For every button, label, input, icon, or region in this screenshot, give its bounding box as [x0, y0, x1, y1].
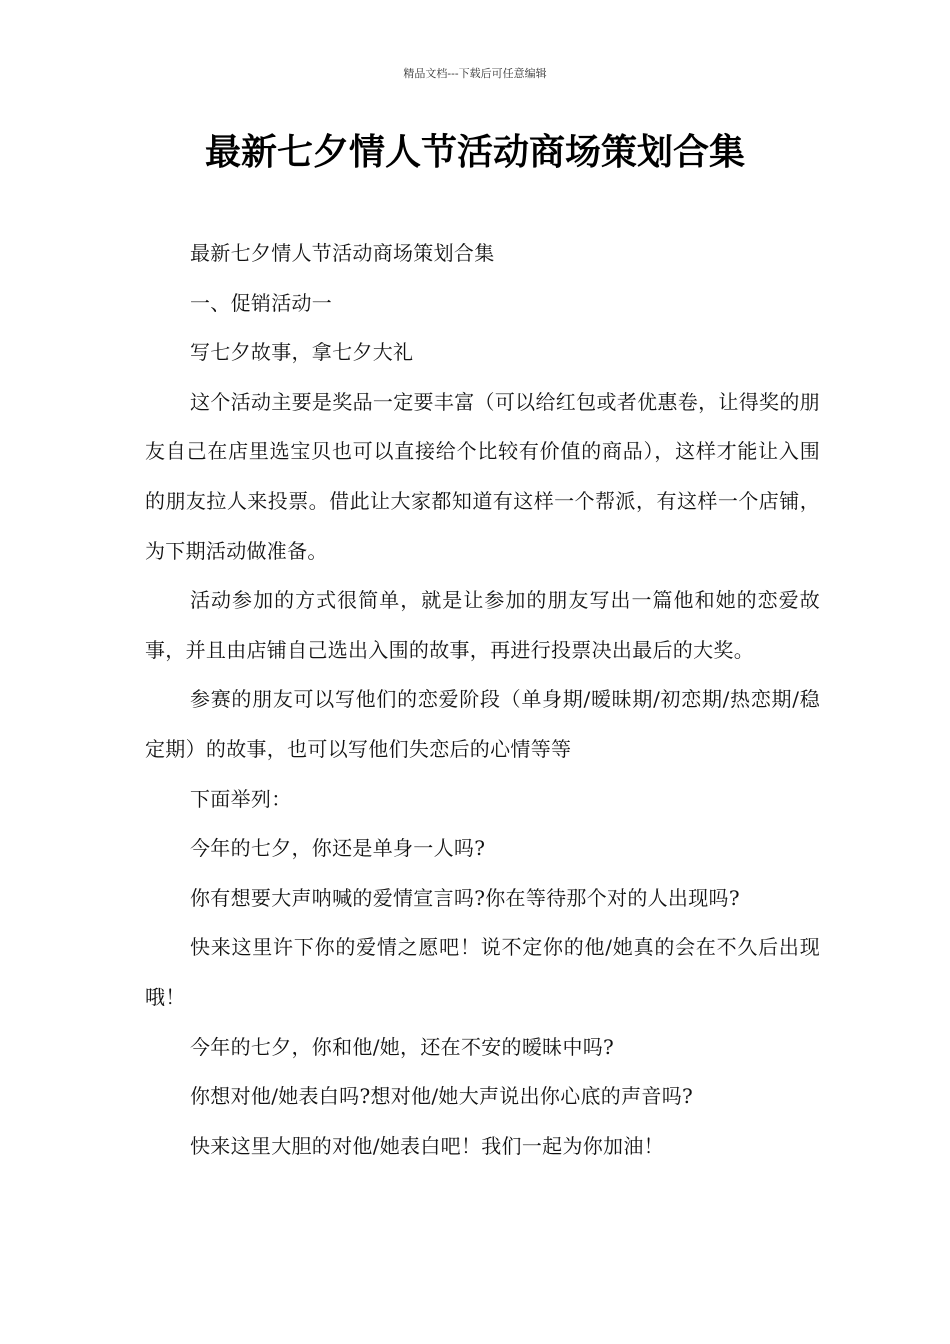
paragraph-subtitle: 最新七夕情人节活动商场策划合集: [190, 241, 495, 265]
paragraph-section-heading: 一、促销活动一: [190, 290, 333, 315]
paragraph-example: 快来这里许下你的爱情之愿吧！说不定你的他/她真的会在不久后出现哦！: [145, 935, 820, 1009]
paragraph-example: 你想对他/她表白吗?想对他/她大声说出你心底的声音吗?: [190, 1084, 694, 1109]
page-header: 精品文档---下载后可任意编辑: [403, 67, 547, 80]
paragraph-example: 今年的七夕，你还是单身一人吗?: [190, 836, 486, 861]
paragraph-example: 今年的七夕，你和他/她，还在不安的暧昧中吗?: [190, 1034, 615, 1059]
paragraph-example: 你有想要大声呐喊的爱情宣言吗?你在等待那个对的人出现吗?: [190, 885, 740, 910]
paragraph-how-to-join: 活动参加的方式很简单，就是让参加的朋友写出一篇他和她的恋爱故事，并且由店铺自己选出入围的故事，再进行投票决出最后的大奖。: [145, 588, 820, 662]
document-body: [145, 229, 820, 1171]
paragraph-examples-intro: 下面举列：: [190, 786, 292, 811]
paragraph-activity-name: 写七夕故事，拿七夕大礼: [190, 340, 414, 365]
paragraph-story-stages: 参赛的朋友可以写他们的恋爱阶段（单身期/暧昧期/初恋期/热恋期/稳定期）的故事，也可以写他们失恋后的心情等等: [145, 687, 820, 761]
document-title: 最新七夕情人节活动商场策划合集: [204, 131, 745, 173]
paragraph-example: 快来这里大胆的对他/她表白吧！我们一起为你加油！: [190, 1133, 664, 1158]
paragraph-prizes: 这个活动主要是奖品一定要丰富（可以给红包或者优惠卷，让得奖的朋友自己在店里选宝贝也可以直接给个比较有价值的商品），这样才能让入围的朋友拉人来投票。借此让大家都知道有这样一个帮派，有这样一个店铺，为下期活动做准备。: [145, 389, 820, 563]
